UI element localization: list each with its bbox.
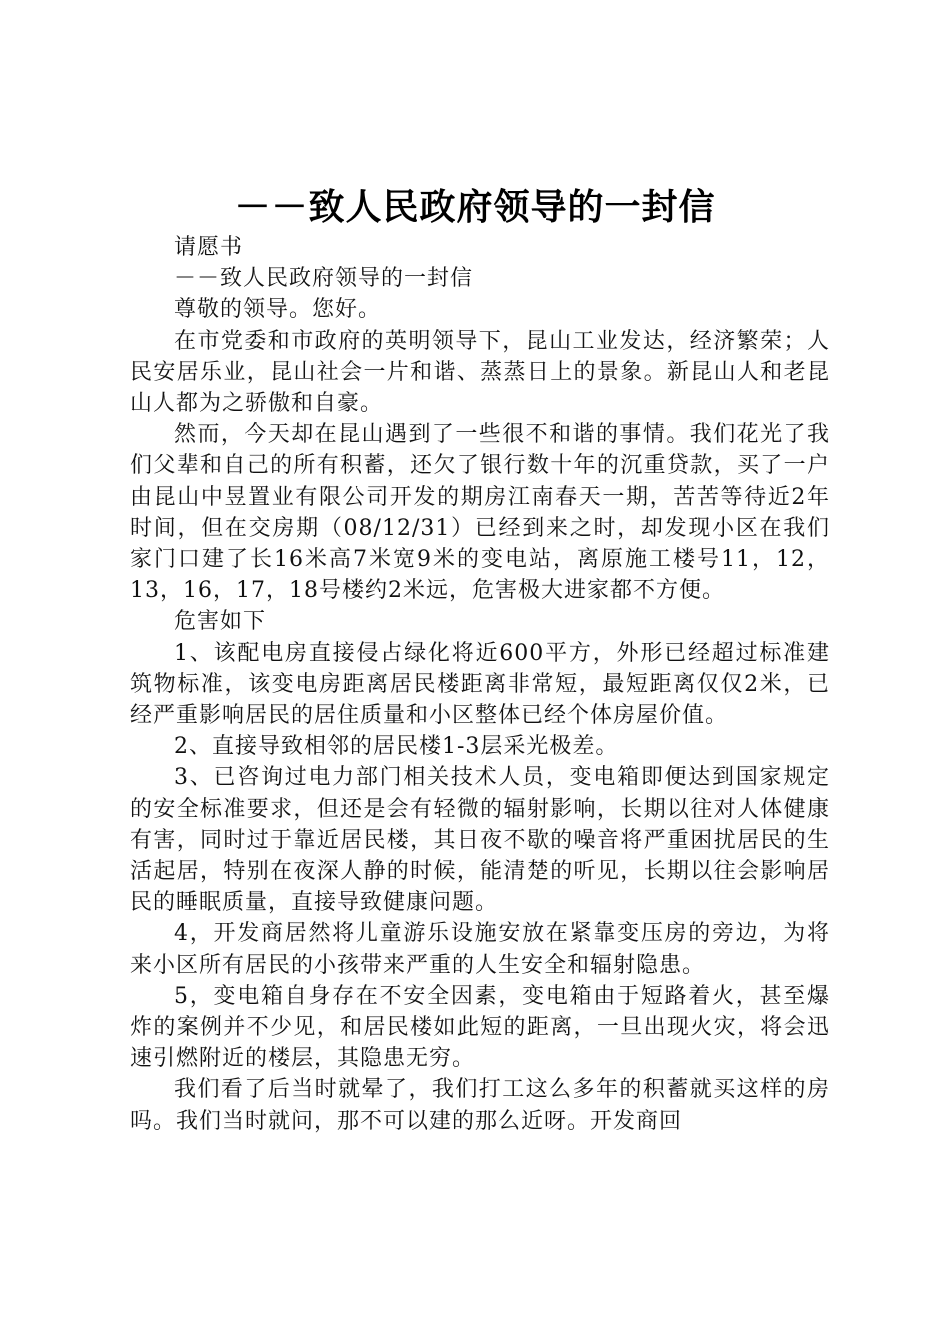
- paragraph-subtitle: －－致人民政府领导的一封信: [174, 266, 474, 292]
- paragraph-greeting: 尊敬的领导。您好。: [174, 297, 382, 323]
- paragraph-harms-heading: 危害如下: [174, 609, 267, 635]
- paragraph-harm-4: 4，开发商居然将儿童游乐设施安放在紧靠变压房的旁边，为将来小区所有居民的小孩带来严重的人生安全和辐射隐患。: [130, 921, 830, 978]
- paragraph-harm-5: 5，变电箱自身存在不安全因素，变电箱由于短路着火，甚至爆炸的案例并不少见，和居民楼如此短的距离，一旦出现火灾，将会迅速引燃附近的楼层，其隐患无穷。: [130, 983, 830, 1072]
- paragraph-problem: 然而，今天却在昆山遇到了一些很不和谐的事情。我们花光了我们父辈和自己的所有积蓄，还欠了银行数十年的沉重贷款，买了一户由昆山中昱置业有限公司开发的期房江南春天一期，苦苦等待近2年时间，但在交房期（08/12/31）已经到来之时，却发现小区在我们家门口建了长16米高7米宽9米的变电站，离原施工楼号11，12，13，16，17，18号楼约2米远，危害极大进家都不方便。: [130, 422, 830, 604]
- document-title: －－致人民政府领导的一封信: [234, 186, 716, 228]
- paragraph-heading-petition: 请愿书: [174, 235, 244, 260]
- paragraph-harm-3: 3、已咨询过电力部门相关技术人员，变电箱即便达到国家规定的安全标准要求，但还是会有轻微的辐射影响，长期以往对人体健康有害，同时过于靠近居民楼，其日夜不歇的噪音将严重困扰居民的生活起居，特别在夜深人静的时候，能清楚的听见，长期以往会影响居民的睡眠质量，直接导致健康问题。: [130, 765, 830, 916]
- paragraph-intro: 在市党委和市政府的英明领导下，昆山工业发达，经济繁荣；人民安居乐业，昆山社会一片和谐、蒸蒸日上的景象。新昆山人和老昆山人都为之骄傲和自豪。: [130, 328, 830, 417]
- paragraph-harm-1: 1、该配电房直接侵占绿化将近600平方，外形已经超过标准建筑物标准，该变电房距离居民楼距离非常短，最短距离仅仅2米，已经严重影响居民的居住质量和小区整体已经个体房屋价值。: [130, 640, 830, 729]
- paragraph-harm-2: 2、直接导致相邻的居民楼1-3层采光极差。: [174, 734, 619, 760]
- document-body: [130, 232, 830, 1137]
- paragraph-reaction: 我们看了后当时就晕了，我们打工这么多年的积蓄就买这样的房吗。我们当时就问，那不可以建的那么近呀。开发商回: [130, 1077, 830, 1134]
